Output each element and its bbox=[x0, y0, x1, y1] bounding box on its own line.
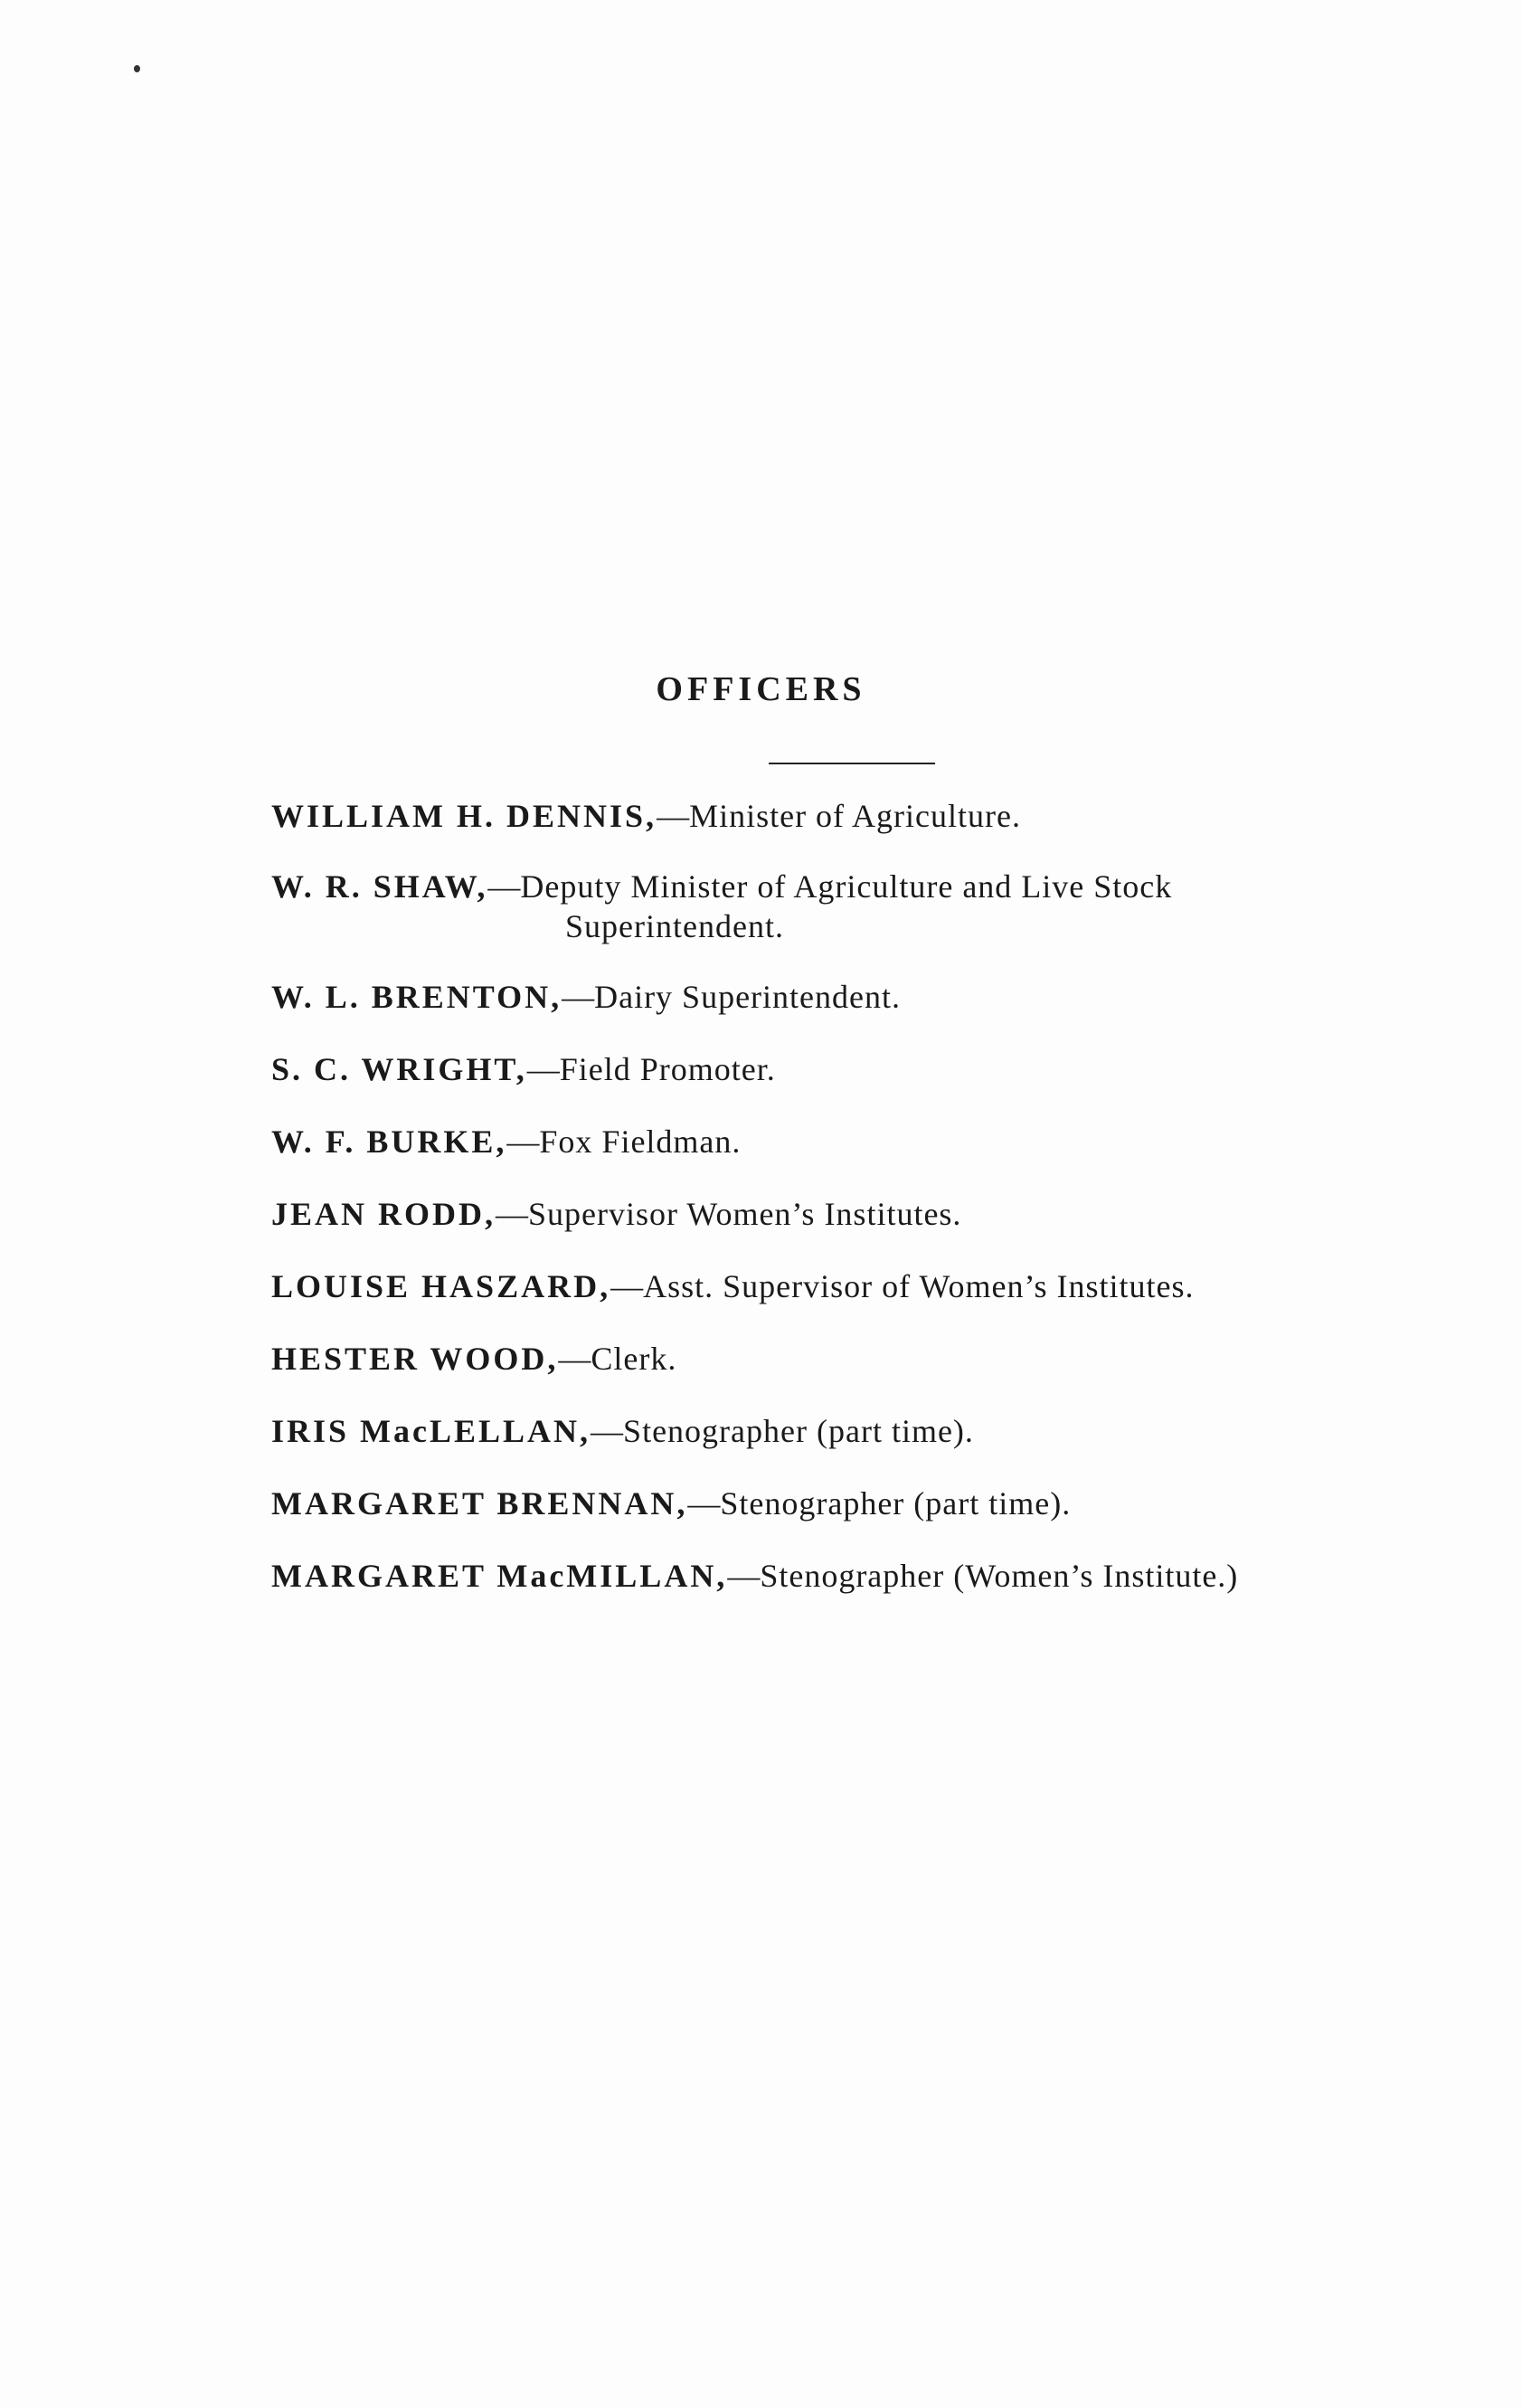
officer-role: Stenographer (part time). bbox=[623, 1413, 974, 1449]
officer-name: MARGARET MacMILLAN, bbox=[271, 1558, 728, 1594]
officer-role: Deputy Minister of Agriculture and Live Stock bbox=[520, 868, 1173, 905]
officer-entry bbox=[271, 1339, 1483, 1379]
officer-separator: — bbox=[506, 1123, 540, 1160]
officer-name: S. C. WRIGHT, bbox=[271, 1051, 527, 1087]
officer-name: JEAN RODD, bbox=[271, 1196, 496, 1232]
print-speck bbox=[134, 65, 140, 72]
officer-separator: — bbox=[496, 1196, 529, 1232]
officer-role: Supervisor Women’s Institutes. bbox=[528, 1196, 962, 1232]
officer-name: MARGARET BRENNAN, bbox=[271, 1485, 688, 1522]
officer-entry bbox=[271, 1122, 1483, 1161]
officer-role: Minister of Agriculture. bbox=[689, 798, 1021, 834]
officer-role: Field Promoter. bbox=[559, 1051, 776, 1087]
officer-role: Asst. Supervisor of Women’s Institutes. bbox=[643, 1268, 1195, 1304]
officer-entry bbox=[271, 1484, 1483, 1523]
officer-entry bbox=[271, 1411, 1483, 1451]
officer-entry bbox=[271, 977, 1483, 1017]
officer-entry bbox=[271, 1049, 1483, 1089]
officer-separator: — bbox=[687, 1485, 721, 1522]
officer-role-continuation: Superintendent. bbox=[565, 908, 784, 944]
officer-role: Clerk. bbox=[591, 1341, 677, 1377]
officer-name: HESTER WOOD, bbox=[271, 1341, 559, 1377]
officer-separator: — bbox=[657, 798, 690, 834]
officer-separator: — bbox=[610, 1268, 644, 1304]
officer-name: WILLIAM H. DENNIS, bbox=[271, 798, 657, 834]
officer-separator: — bbox=[562, 979, 595, 1015]
officer-entry bbox=[271, 796, 1483, 836]
officer-entry bbox=[271, 1194, 1483, 1234]
officer-name: W. L. BRENTON, bbox=[271, 979, 562, 1015]
heading-rule bbox=[769, 763, 935, 764]
officer-separator: — bbox=[558, 1341, 591, 1377]
officer-entry bbox=[271, 867, 1483, 946]
officer-name: IRIS MacLELLAN, bbox=[271, 1413, 591, 1449]
officer-name: W. R. SHAW, bbox=[271, 868, 488, 905]
officer-separator: — bbox=[727, 1558, 761, 1594]
officer-role: Stenographer (part time). bbox=[720, 1485, 1072, 1522]
officer-name: LOUISE HASZARD, bbox=[271, 1268, 611, 1304]
officer-role: Fox Fieldman. bbox=[539, 1123, 742, 1160]
page-heading: OFFICERS bbox=[656, 670, 866, 708]
officer-separator: — bbox=[526, 1051, 560, 1087]
officer-entry bbox=[271, 1556, 1483, 1596]
officer-role: Dairy Superintendent. bbox=[594, 979, 902, 1015]
officer-separator: — bbox=[487, 868, 521, 905]
officer-role: Stenographer (Women’s Institute.) bbox=[760, 1558, 1239, 1594]
officer-name: W. F. BURKE, bbox=[271, 1123, 507, 1160]
officer-entry bbox=[271, 1266, 1483, 1306]
officer-separator: — bbox=[591, 1413, 624, 1449]
